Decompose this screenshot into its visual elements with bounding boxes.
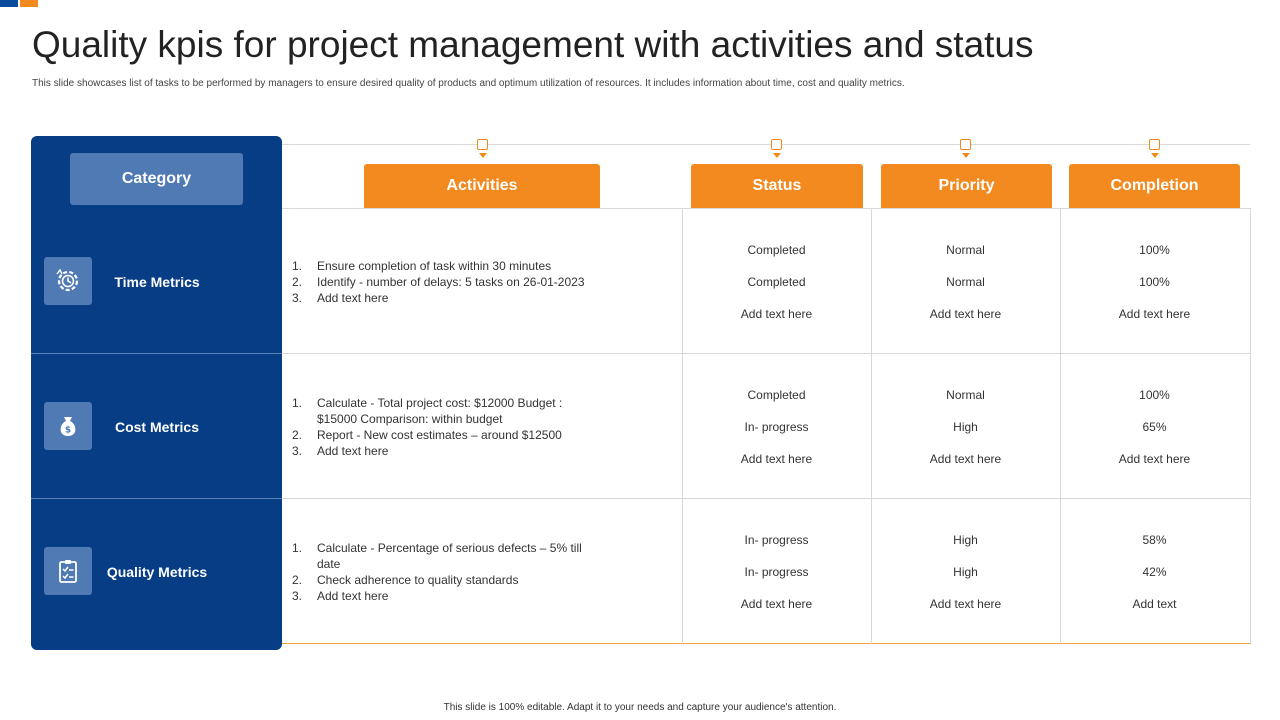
completion-value: Add text here bbox=[1118, 452, 1191, 466]
list-item: 3. Add text here bbox=[292, 444, 389, 458]
status-cell-cost bbox=[682, 387, 871, 483]
status-value: Completed bbox=[747, 388, 806, 402]
footer-note: This slide is 100% editable. Adapt it to your needs and capture your audience's attention. bbox=[443, 702, 837, 713]
completion-value: 100% bbox=[1139, 243, 1170, 257]
priority-value: High bbox=[953, 565, 978, 579]
priority-cell-time bbox=[871, 242, 1060, 338]
category-label-time: Time Metrics bbox=[114, 274, 200, 290]
completion-value: 100% bbox=[1139, 388, 1170, 402]
page-title: Quality kpis for project management with activities and status bbox=[32, 24, 1034, 65]
priority-cell-quality bbox=[871, 532, 1060, 628]
activities-list-quality bbox=[292, 540, 582, 604]
completion-cell-cost bbox=[1060, 387, 1249, 483]
priority-value: Add text here bbox=[929, 597, 1002, 611]
column-header-status: Status bbox=[691, 164, 863, 208]
time-gear-icon bbox=[44, 257, 92, 305]
status-value: Add text here bbox=[740, 307, 813, 321]
priority-value: High bbox=[953, 420, 978, 434]
priority-value: Add text here bbox=[929, 452, 1002, 466]
completion-value: 65% bbox=[1142, 420, 1167, 434]
status-cell-time bbox=[682, 242, 871, 338]
column-header-completion: Completion bbox=[1069, 164, 1240, 208]
activities-list-cost bbox=[292, 395, 602, 459]
status-value: Add text here bbox=[740, 597, 813, 611]
connector-arrow-icon bbox=[962, 153, 970, 158]
status-value: In- progress bbox=[744, 565, 809, 579]
priority-value: Add text here bbox=[929, 307, 1002, 321]
category-header: Category bbox=[70, 153, 243, 205]
table-divider bbox=[282, 498, 1251, 499]
list-item: 3. Add text here bbox=[292, 291, 389, 305]
priority-cell-cost bbox=[871, 387, 1060, 483]
column-header-priority: Priority bbox=[881, 164, 1052, 208]
status-value: Completed bbox=[747, 275, 806, 289]
svg-text:$: $ bbox=[64, 425, 72, 436]
priority-value: High bbox=[953, 533, 978, 547]
connector-node-priority bbox=[960, 139, 971, 150]
column-header-activities: Activities bbox=[364, 164, 600, 208]
priority-value: Normal bbox=[946, 275, 985, 289]
completion-value: 42% bbox=[1142, 565, 1167, 579]
list-item: 2. Check adherence to quality standards bbox=[292, 573, 519, 587]
completion-value: Add text here bbox=[1118, 307, 1191, 321]
connector-node-activities bbox=[477, 139, 488, 150]
category-label-cost: Cost Metrics bbox=[114, 419, 200, 435]
status-value: In- progress bbox=[744, 533, 809, 547]
status-value: Add text here bbox=[740, 452, 813, 466]
corner-mark-orange bbox=[20, 0, 38, 7]
completion-cell-quality bbox=[1060, 532, 1249, 628]
category-label-quality: Quality Metrics bbox=[106, 564, 208, 580]
priority-value: Normal bbox=[946, 243, 985, 257]
priority-value: Normal bbox=[946, 388, 985, 402]
header-connector-line bbox=[282, 144, 1250, 145]
list-item: 1. Calculate - Total project cost: $12000 Budget : $15000 Comparison: within budget bbox=[292, 396, 563, 426]
connector-node-completion bbox=[1149, 139, 1160, 150]
connector-arrow-icon bbox=[1151, 153, 1159, 158]
completion-value: Add text bbox=[1132, 597, 1177, 611]
category-divider bbox=[31, 353, 282, 354]
money-bag-icon bbox=[44, 402, 92, 450]
list-item: 1. Ensure completion of task within 30 minutes bbox=[292, 259, 552, 273]
connector-node-status bbox=[771, 139, 782, 150]
status-cell-quality bbox=[682, 532, 871, 628]
activities-list-time bbox=[292, 258, 632, 306]
list-item: 2. Identify - number of delays: 5 tasks on 26-01-2023 bbox=[292, 275, 585, 289]
status-value: In- progress bbox=[744, 420, 809, 434]
corner-mark-blue bbox=[0, 0, 18, 7]
completion-cell-time bbox=[1060, 242, 1249, 338]
clipboard-check-icon bbox=[44, 547, 92, 595]
list-item: 3. Add text here bbox=[292, 589, 389, 603]
page-subtitle: This slide showcases list of tasks to be performed by managers to ensure desired quality of products and optimum utilization of resources. It includes information about time, cost and quality metrics. bbox=[32, 78, 905, 89]
list-item: 2. Report - New cost estimates – around $12500 bbox=[292, 428, 562, 442]
connector-arrow-icon bbox=[479, 153, 487, 158]
table-divider bbox=[282, 353, 1251, 354]
status-value: Completed bbox=[747, 243, 806, 257]
completion-value: 58% bbox=[1142, 533, 1167, 547]
connector-arrow-icon bbox=[773, 153, 781, 158]
completion-value: 100% bbox=[1139, 275, 1170, 289]
category-divider bbox=[31, 498, 282, 499]
list-item: 1. Calculate - Percentage of serious defects – 5% till date bbox=[292, 541, 582, 571]
